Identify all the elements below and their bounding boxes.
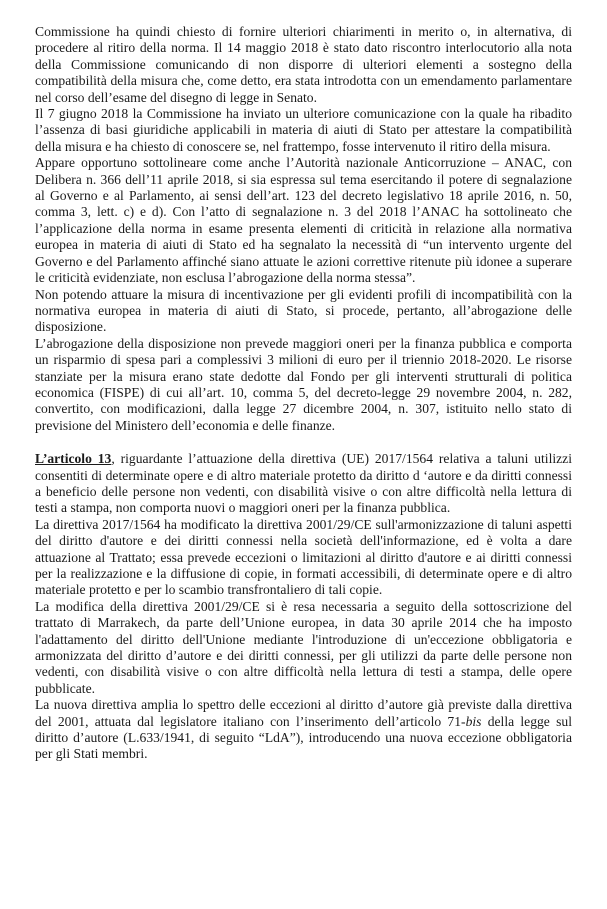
new-directive-text-start: La nuova direttiva amplia lo spettro delle eccezioni al diritto d’autore già previste dalla direttiva del 2001, attuata dal legislatore italiano con l’inserimento dell’articolo 71- bbox=[35, 697, 572, 729]
paragraph-anac-report: Appare opportuno sottolineare come anche l’Autorità nazionale Anticorruzione – ANAC, con Delibera n. 366 dell’11 aprile 2018, si sia espressa sul tema esercitando il potere di segnalazione al Governo e al Parlamento, ai sensi dell’art. 123 del decreto legislativo 18 aprile 2016, n. 50, comma 3, lett. c) e d). Con l’atto di segnalazione n. 3 del 2018 l’ANAC ha sottolineato che l’applicazione della norma in esame presenta elementi di criticità in relazione alla normativa europea in materia di aiuti di Stato ed ha segnalato la necessità di “un intervento urgente del Governo e del Parlamento affinché siano attuate le azioni correttive ritenute più idonee a superare le criticità evidenziate, non esclusa l’abrogazione della norma stessa”. bbox=[35, 155, 572, 286]
article-13-heading: L’articolo 13 bbox=[35, 451, 112, 467]
paragraph-marrakech-treaty: La modifica della direttiva 2001/29/CE si è resa necessaria a seguito della sottoscrizione del trattato di Marrakech, da parte dell’Unione europea, in data 30 aprile 2014 che ha imposto l'adattamento del diritto dell'Unione mediante l'introduzione di un'eccezione obbligatoria e armonizzata del diritto d’autore e dei diritti connessi, per gli utilizzi da parte delle persone non vedenti, con disabilità visive o con altre difficoltà nella lettura di testi a stampa, delle opere pubblicate. bbox=[35, 598, 572, 696]
paragraph-directive-2017-1564: La direttiva 2017/1564 ha modificato la direttiva 2001/29/CE sull'armonizzazione di taluni aspetti del diritto d'autore e dei diritti connessi nella società dell'informazione, ed è volta a dare attuazione al Trattato; essa prevede eccezioni o limitazioni al diritto d'autore e ai diritti connessi per la realizzazione e la diffusione di copie, in formati accessibili, di determinate opere e di altro materiale protetto e per lo scambio transfrontaliero di tali copie. bbox=[35, 516, 572, 598]
section-gap bbox=[35, 434, 572, 451]
paragraph-new-directive-scope bbox=[35, 697, 572, 763]
paragraph-commission-clarification: Commissione ha quindi chiesto di fornire ulteriori chiarimenti in merito o, in alternativa, di procedere al ritiro della norma. Il 14 maggio 2018 è stato dato riscontro interlocutorio alla nota della Commissione comunicando di non disporre di ulteriori elementi a sostegno della compatibilità della misura che, come detto, era stata introdotta con un emendamento parlamentare nel corso dell’esame del disegno di legge in Senato. bbox=[35, 24, 572, 105]
paragraph-abrogation-reason: Non potendo attuare la misura di incentivazione per gli evidenti profili di incompatibilità con la normativa europea in materia di aiuti di Stato, si procede, pertanto, all’abrogazione delle disposizione. bbox=[35, 286, 572, 335]
paragraph-financial-effects: L’abrogazione della disposizione non prevede maggiori oneri per la finanza pubblica e comporta un risparmio di spesa pari a complessivi 3 milioni di euro per il triennio 2018-2020. Le risorse stanziate per la misura erano state dedotte dal Fondo per gli interventi strutturali di politica economica (FISPE) di cui all’art. 10, comma 5, del decreto-legge 29 novembre 2004, n. 282, convertito, con modificazioni, dalla legge 27 dicembre 2004, n. 307, istituito nello stato di previsione del Ministero dell’economia e delle finanze. bbox=[35, 335, 572, 433]
bis-suffix: bis bbox=[465, 713, 482, 729]
document-page bbox=[35, 24, 572, 763]
new-directive-text-end: della legge sul diritto d’autore (L.633/1941, di seguito “LdA”), introducendo una nuova eccezione obbligatoria per gli Stati membri. bbox=[35, 713, 572, 762]
paragraph-june-communication: Il 7 giugno 2018 la Commissione ha inviato un ulteriore comunicazione con la quale ha ribadito l’assenza di basi giuridiche applicabili in materia di aiuti di Stato per attestare la compatibilità della misura e ha chiesto di conoscere se, nel frattempo, fosse intervenuto il ritiro della misura. bbox=[35, 106, 572, 154]
paragraph-article-13 bbox=[35, 451, 572, 517]
article-13-text: , riguardante l’attuazione della direttiva (UE) 2017/1564 relativa a taluni utilizzi consentiti di determinate opere e di altro materiale protetto da diritto d ‘autore e da diritti connessi a beneficio delle persone non vedenti, con disabilità visive o con altre difficoltà nella lettura di testi a stampa, non comporta nuovi o maggiori oneri per la finanza pubblica. bbox=[35, 451, 572, 516]
